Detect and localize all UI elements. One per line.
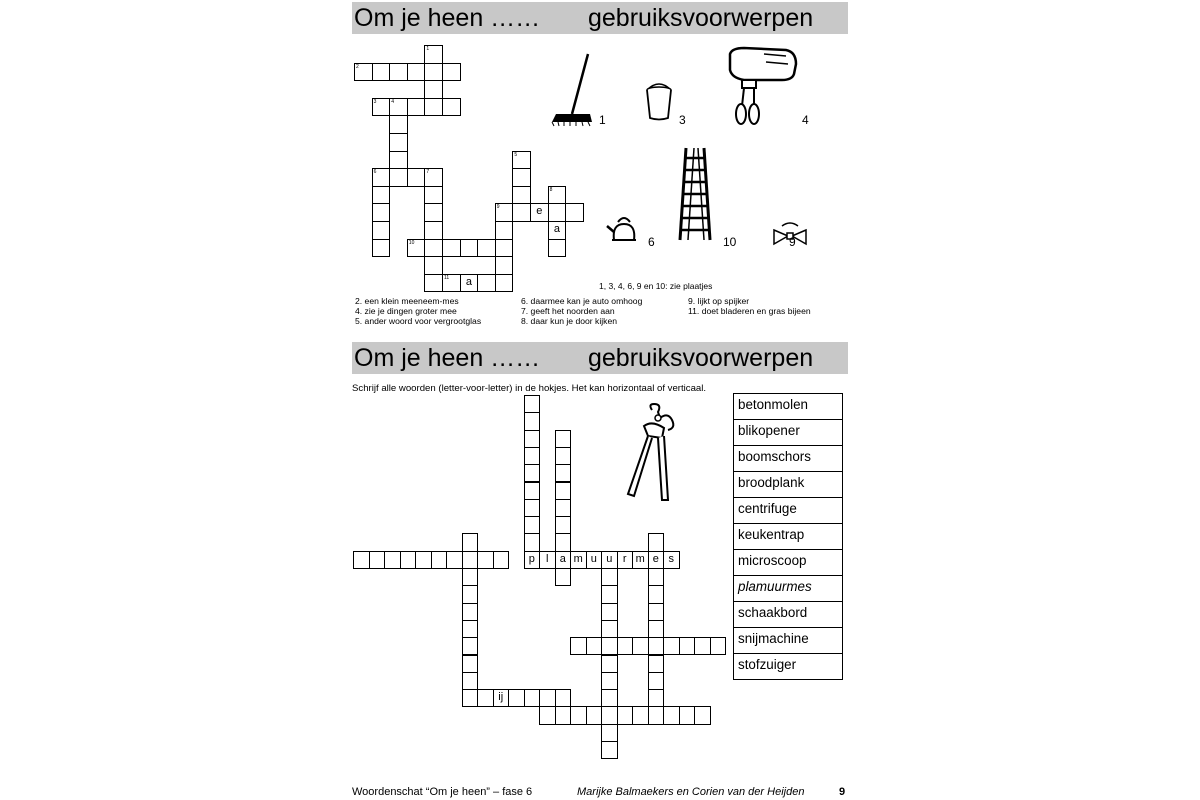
word-stofzuiger: stofzuiger	[733, 653, 843, 680]
clue-7: 7. geeft het noorden aan	[521, 306, 615, 317]
clues-column-3	[688, 296, 811, 316]
clue-number: 7	[426, 169, 430, 176]
crossword-cell[interactable]	[648, 533, 665, 551]
crossword-cell[interactable]	[648, 620, 665, 638]
given-letter: m	[635, 552, 645, 565]
crossword-cell[interactable]	[632, 551, 649, 569]
crossword-cell[interactable]	[524, 533, 541, 551]
crossword-cell[interactable]	[548, 186, 567, 205]
crossword-cell[interactable]	[601, 585, 618, 603]
crossword-cell[interactable]	[524, 482, 541, 500]
kettle-icon	[606, 212, 642, 244]
section2-banner	[352, 342, 848, 374]
crossword-cell[interactable]	[548, 221, 567, 240]
crossword-cell[interactable]	[565, 203, 584, 222]
crossword-cell[interactable]	[477, 274, 496, 293]
crossword-cell[interactable]	[601, 620, 618, 638]
crossword-cell[interactable]	[407, 168, 426, 187]
crossword-cell[interactable]	[710, 637, 727, 655]
crossword-cell[interactable]	[462, 585, 479, 603]
crossword-cell[interactable]	[694, 637, 711, 655]
clue-11: 11. doet bladeren en gras bijeen	[688, 306, 811, 317]
section1-title-right: gebruiksvoorwerpen	[588, 4, 814, 32]
crossword-cell[interactable]	[679, 637, 696, 655]
crossword-cell[interactable]	[648, 655, 665, 673]
crossword-cell[interactable]	[555, 516, 572, 534]
clue-2: 2. een klein meeneem-mes	[355, 296, 459, 306]
picture-label-3: 3	[679, 113, 686, 127]
crossword-cell[interactable]	[570, 551, 587, 569]
crossword-cell[interactable]	[648, 585, 665, 603]
crossword-cell[interactable]	[424, 221, 443, 240]
crossword-cell[interactable]	[495, 256, 514, 275]
word-snijmachine: snijmachine	[733, 627, 843, 654]
crossword-cell[interactable]	[601, 655, 618, 673]
given-letter: a	[553, 223, 560, 235]
crossword-cell[interactable]	[424, 256, 443, 275]
crossword-cell[interactable]	[524, 499, 541, 517]
given-letter: e	[652, 552, 659, 565]
crossword-cell[interactable]	[570, 706, 587, 724]
given-letter: ij	[498, 691, 504, 704]
crossword-cell[interactable]	[648, 568, 665, 586]
word-boomschors: boomschors	[733, 445, 843, 472]
crossword-cell[interactable]	[548, 239, 567, 258]
crossword-cell[interactable]	[424, 63, 443, 82]
crossword-cell[interactable]	[462, 637, 479, 655]
word-blikopener: blikopener	[733, 419, 843, 446]
crossword-cell[interactable]	[555, 447, 572, 465]
clue-number: 4	[391, 98, 394, 105]
crossword-cell[interactable]	[389, 115, 408, 134]
crossword-cell[interactable]	[648, 551, 665, 569]
crossword-cell[interactable]	[372, 168, 391, 187]
picture-label-10: 10	[723, 235, 737, 249]
crossword-cell[interactable]	[389, 98, 408, 117]
crossword-cell[interactable]	[555, 689, 572, 707]
clue-number: 8	[549, 186, 553, 193]
crossword-cell[interactable]	[508, 689, 525, 707]
given-letter: a	[465, 275, 472, 288]
clue-9: 9. lijkt op spijker	[688, 296, 750, 306]
crossword-cell[interactable]	[462, 603, 479, 621]
clue-number: 11	[444, 274, 450, 281]
crossword-cell[interactable]	[601, 637, 618, 655]
crossword-cell[interactable]	[555, 499, 572, 517]
crossword-cell[interactable]	[586, 706, 603, 724]
crossword-cell[interactable]	[648, 637, 665, 655]
crossword-cell[interactable]	[477, 689, 494, 707]
crossword-cell[interactable]	[407, 63, 426, 82]
clue-number: 1	[426, 46, 430, 52]
given-letter: p	[528, 552, 535, 565]
crossword-cell[interactable]	[601, 689, 618, 707]
crossword-cell[interactable]	[617, 551, 634, 569]
crossword-cell[interactable]	[415, 551, 432, 569]
given-letter: r	[622, 552, 627, 565]
crossword-cell[interactable]	[446, 551, 463, 569]
crossword-cell[interactable]	[407, 239, 426, 258]
crossword-cell[interactable]	[424, 274, 443, 293]
crossword-cell[interactable]	[462, 655, 479, 673]
crossword-cell[interactable]	[493, 551, 510, 569]
crossword-cell[interactable]	[389, 151, 408, 170]
clue-number: 10	[408, 239, 415, 246]
crossword-cell[interactable]	[555, 533, 572, 551]
crossword-cell[interactable]	[495, 239, 514, 258]
crossword-cell[interactable]	[495, 221, 514, 240]
crossword-cell[interactable]	[601, 551, 618, 569]
given-letter: l	[546, 552, 549, 565]
clue-number: 3	[373, 98, 377, 105]
clues-column-1	[355, 296, 481, 327]
crossword-cell[interactable]	[389, 133, 408, 152]
crossword-cell[interactable]	[462, 568, 479, 586]
crossword-cell[interactable]	[663, 706, 680, 724]
bucket-icon	[644, 80, 674, 122]
crossword-cell[interactable]	[424, 203, 443, 222]
footer-left: Woordenschat “Om je heen” – fase 6	[352, 786, 533, 798]
crossword-cell[interactable]	[694, 706, 711, 724]
crossword-cell[interactable]	[400, 551, 417, 569]
crossword-cell[interactable]	[369, 551, 386, 569]
crossword-cell[interactable]	[477, 551, 494, 569]
crossword-cell[interactable]	[372, 239, 391, 258]
crossword-cell[interactable]	[462, 672, 479, 690]
crossword-cell[interactable]	[389, 168, 408, 187]
picture-label-1: 1	[599, 113, 606, 127]
word-broodplank: broodplank	[733, 471, 843, 498]
crossword-cell[interactable]	[372, 186, 391, 205]
crossword-cell[interactable]	[431, 551, 448, 569]
picture-label-4: 4	[802, 113, 809, 127]
crossword-cell[interactable]	[548, 203, 567, 222]
word-plamuurmes: plamuurmes	[733, 575, 843, 602]
mixer-icon	[724, 44, 800, 126]
crossword-cell[interactable]	[524, 464, 541, 482]
crossword-cell[interactable]	[442, 239, 461, 258]
crossword-cell[interactable]	[495, 203, 514, 222]
crossword-cell[interactable]	[424, 98, 443, 117]
clues-column-2	[521, 296, 642, 327]
crossword-cell[interactable]	[442, 98, 461, 117]
crossword-cell[interactable]	[424, 168, 443, 187]
crossword-cell[interactable]	[539, 689, 556, 707]
crossword-cell[interactable]	[663, 637, 680, 655]
crossword-cell[interactable]	[617, 706, 634, 724]
crossword-cell[interactable]	[555, 430, 572, 448]
clue-5: 5. ander woord voor vergrootglas	[355, 316, 482, 327]
crossword-cell[interactable]	[648, 672, 665, 690]
page-number: 9	[839, 786, 846, 798]
clue-number: 9	[496, 204, 500, 211]
clue-8: 8. daar kun je door kijken	[521, 316, 618, 327]
crossword-cell[interactable]	[679, 706, 696, 724]
footer-author: Marijke Balmaekers en Corien van der Heijden	[577, 786, 805, 798]
crossword-cell[interactable]	[462, 551, 479, 569]
crossword-cell[interactable]	[512, 151, 531, 170]
picture-label-9: 9	[789, 235, 796, 249]
given-letter: u	[606, 552, 613, 565]
crossword-cell[interactable]	[524, 395, 541, 413]
crossword-cell[interactable]	[586, 551, 603, 569]
crossword-cell[interactable]	[512, 186, 531, 205]
word-centrifuge: centrifuge	[733, 497, 843, 524]
given-letter: u	[590, 552, 597, 565]
crossword-cell[interactable]	[442, 63, 461, 82]
given-letter: a	[559, 552, 566, 565]
can-opener-icon	[622, 402, 678, 504]
crossword-cell[interactable]	[354, 63, 373, 82]
crossword-cell[interactable]	[512, 203, 531, 222]
clue-6: 6. daarmee kan je auto omhoog	[521, 296, 643, 306]
crossword-cell[interactable]	[555, 482, 572, 500]
crossword-cell[interactable]	[539, 551, 556, 569]
crossword-cell[interactable]	[539, 706, 556, 724]
broom-icon	[548, 52, 598, 128]
crossword-cell[interactable]	[524, 412, 541, 430]
crossword-cell[interactable]	[601, 672, 618, 690]
crossword-cell[interactable]	[601, 603, 618, 621]
word-keukentrap: keukentrap	[733, 523, 843, 550]
section2-title-right: gebruiksvoorwerpen	[588, 344, 814, 372]
pictures-note: 1, 3, 4, 6, 9 en 10: zie plaatjes	[599, 281, 713, 291]
crossword-cell[interactable]	[524, 516, 541, 534]
crossword-cell[interactable]	[462, 620, 479, 638]
crossword-cell[interactable]	[512, 168, 531, 187]
crossword-cell[interactable]	[372, 221, 391, 240]
crossword-cell[interactable]	[648, 706, 665, 724]
crossword-cell[interactable]	[632, 706, 649, 724]
ladder-icon	[676, 146, 716, 242]
section2-title-left: Om je heen ……	[354, 344, 541, 372]
crossword-cell[interactable]	[424, 45, 443, 64]
crossword-cell[interactable]	[460, 239, 479, 258]
clue-number: 5	[514, 151, 518, 158]
clue-number: 6	[373, 169, 377, 176]
crossword-cell[interactable]	[555, 568, 572, 586]
crossword-cell[interactable]	[601, 741, 618, 759]
crossword-cell[interactable]	[524, 430, 541, 448]
word-microscoop: microscoop	[733, 549, 843, 576]
section1-banner	[352, 2, 848, 34]
crossword-cell[interactable]	[617, 637, 634, 655]
crossword-cell[interactable]	[353, 551, 370, 569]
crossword-cell[interactable]	[407, 98, 426, 117]
given-letter: e	[536, 205, 543, 218]
instruction-text: Schrijf alle woorden (letter-voor-letter) in de hokjes. Het kan horizontaal of verticaal.	[352, 383, 707, 394]
crossword-cell[interactable]	[462, 689, 479, 707]
crossword-cell[interactable]	[570, 637, 587, 655]
crossword-cell[interactable]	[648, 689, 665, 707]
crossword-cell[interactable]	[601, 568, 618, 586]
word-schaakbord: schaakbord	[733, 601, 843, 628]
crossword-cell[interactable]	[524, 447, 541, 465]
crossword-cell[interactable]	[384, 551, 401, 569]
crossword-cell[interactable]	[424, 239, 443, 258]
crossword-cell[interactable]	[372, 98, 391, 117]
crossword-cell[interactable]	[477, 239, 496, 258]
section1-title-left: Om je heen ……	[354, 4, 541, 32]
crossword-cell[interactable]	[460, 274, 479, 293]
crossword-cell[interactable]	[632, 637, 649, 655]
crossword-cell[interactable]	[555, 551, 572, 569]
crossword-cell[interactable]	[372, 203, 391, 222]
crossword-cell[interactable]	[424, 186, 443, 205]
crossword-cell[interactable]	[524, 551, 541, 569]
crossword-cell[interactable]	[389, 63, 408, 82]
picture-label-6: 6	[648, 235, 655, 249]
crossword-cell[interactable]	[462, 533, 479, 551]
crossword-cell[interactable]	[524, 689, 541, 707]
given-letter: s	[668, 552, 674, 565]
crossword-cell[interactable]	[530, 203, 549, 222]
crossword-cell[interactable]	[424, 80, 443, 99]
given-letter: m	[573, 552, 583, 565]
crossword-cell[interactable]	[663, 551, 680, 569]
crossword-cell[interactable]	[555, 464, 572, 482]
crossword-cell[interactable]	[442, 274, 461, 293]
crossword-cell[interactable]	[648, 603, 665, 621]
crossword-cell[interactable]	[372, 63, 391, 82]
word-betonmolen: betonmolen	[733, 393, 843, 420]
crossword-cell[interactable]	[601, 706, 618, 724]
word-list	[733, 394, 843, 680]
clue-4: 4. zie je dingen groter mee	[355, 306, 457, 317]
crossword-cell[interactable]	[601, 724, 618, 742]
crossword-cell[interactable]	[495, 274, 514, 293]
crossword-cell[interactable]	[586, 637, 603, 655]
crossword-cell[interactable]	[493, 689, 510, 707]
crossword-cell[interactable]	[555, 706, 572, 724]
clue-number: 2	[356, 63, 359, 70]
